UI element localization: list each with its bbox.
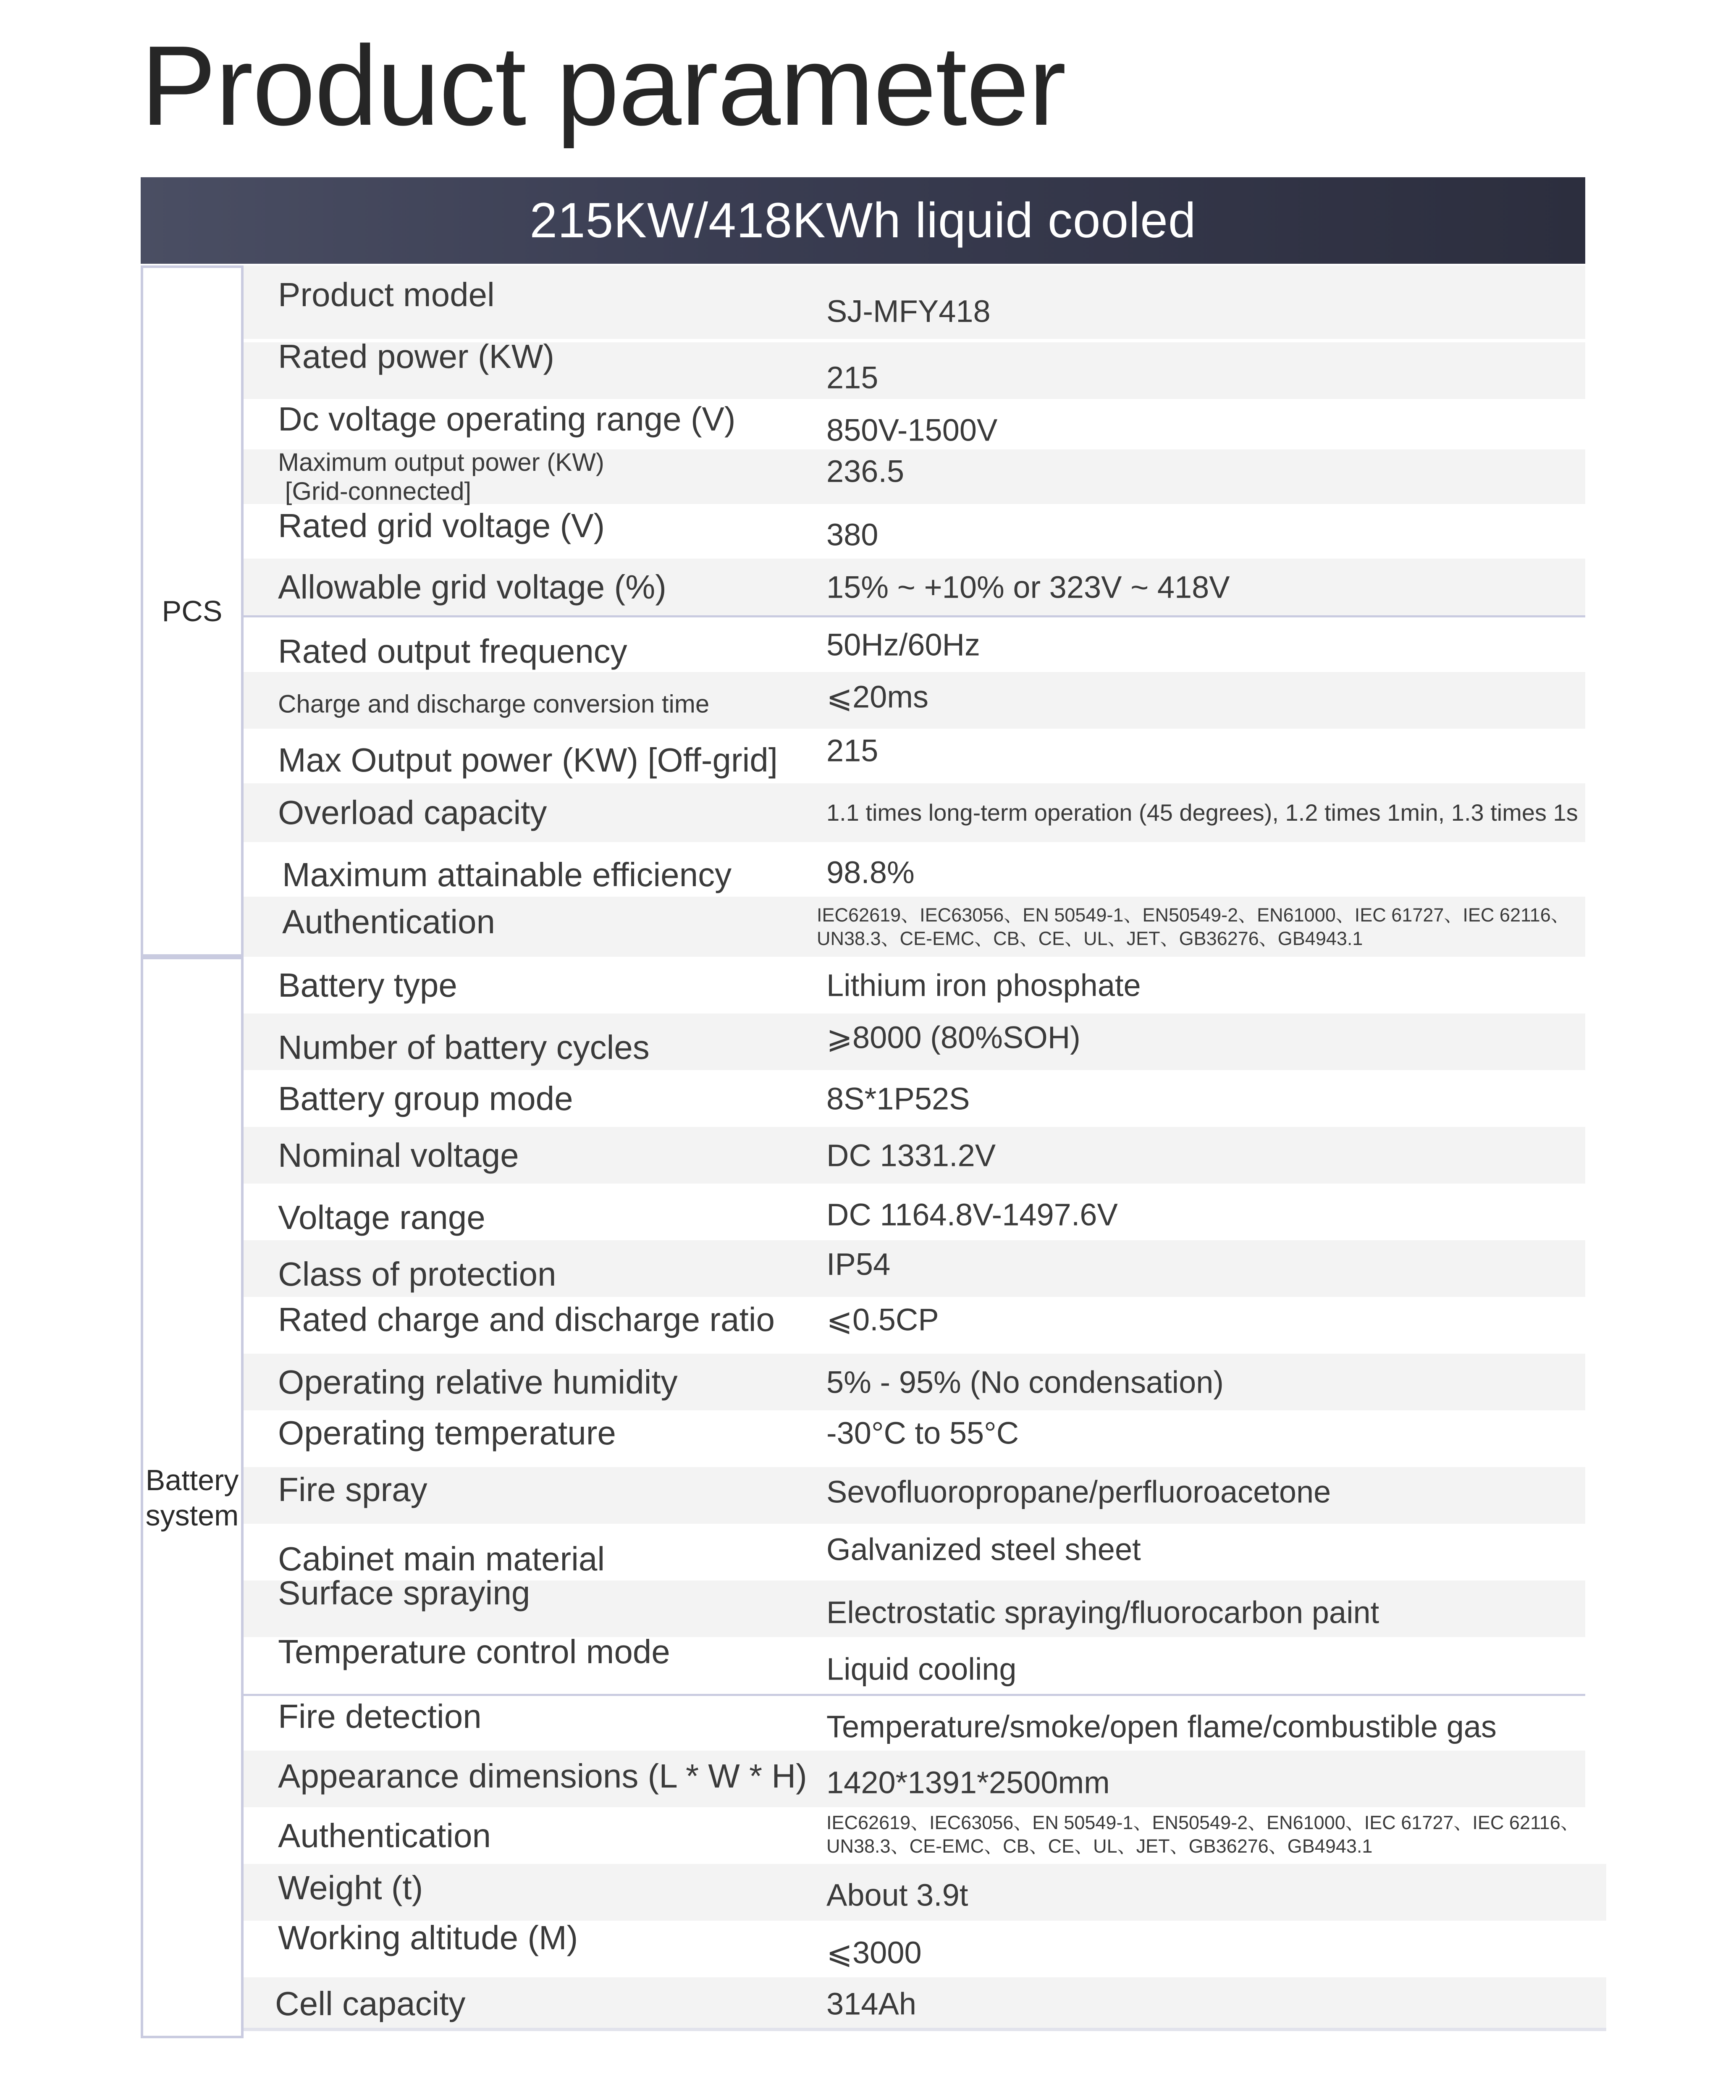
row-key: Weight (t) [278,1869,423,1906]
table-row [244,672,1585,729]
row-value: Lithium iron phosphate [826,967,1141,1003]
row-value: 1.1 times long-term operation (45 degrees), 1.2 times 1min, 1.3 times 1s [826,799,1578,826]
row-value: Galvanized steel sheet [826,1532,1141,1567]
row-key: Dc voltage operating range (V) [278,400,736,438]
row-value: ⩾8000 (80%SOH) [826,1020,1080,1055]
row-value: IEC62619、IEC63056、EN 50549-1、EN50549-2、EN61000、IEC 61727、IEC 62116、UN38.3、CE-EMC、CB、CE、UL、JET、GB36276、GB4943.1 [817,904,1570,949]
table-row [244,1574,1585,1637]
row-key: Rated output frequency [278,632,627,670]
table-row [244,399,1585,449]
row-value: 314Ah [826,1986,916,2021]
row-key: Rated grid voltage (V) [278,507,605,544]
row-value: 98.8% [826,854,915,890]
group-label-battery [141,957,244,2038]
table-row [244,957,1585,1013]
row-value: DC 1331.2V [826,1137,996,1173]
table-bottom-rule [244,2028,1606,2031]
row-value: 236.5 [826,454,905,489]
row-key: Cabinet main material [278,1540,605,1578]
row-value: Liquid cooling [826,1651,1017,1687]
row-key: Fire spray [278,1471,427,1508]
group-label-pcs [141,265,244,957]
table-row [244,504,1585,559]
row-key: Nominal voltage [278,1136,519,1174]
table-row [244,1354,1585,1410]
row-value: DC 1164.8V-1497.6V [826,1197,1118,1232]
table-row [244,615,1585,672]
table-row [244,1127,1585,1184]
row-key: Temperature control mode [278,1633,670,1671]
row-value: ⩽20ms [826,679,928,714]
row-value: 850V-1500V [826,412,998,448]
table-row [244,1070,1585,1127]
row-key: Authentication [278,1816,491,1854]
row-key: Operating temperature [278,1414,616,1452]
row-value: 380 [826,517,878,552]
table-row [244,449,1585,504]
row-value: 50Hz/60Hz [826,627,981,662]
table-row [244,1297,1585,1354]
table-row [244,1694,1585,1751]
table-header: 215KW/418KWh liquid cooled [141,177,1585,264]
row-value: About 3.9t [826,1877,968,1913]
row-value: IP54 [826,1247,891,1282]
row-key: Appearance dimensions (L * W * H) [278,1757,807,1795]
row-value: 8S*1P52S [826,1081,970,1116]
table-row [244,1013,1585,1070]
row-key: Authentication [282,903,496,941]
table-row [244,1410,1585,1467]
row-key: Operating relative humidity [278,1363,678,1401]
row-value: ⩽0.5CP [826,1302,939,1337]
row-key: Rated power (KW) [278,337,554,375]
row-value: Sevofluoropropane/perfluoroacetone [826,1474,1331,1509]
table-row [244,1184,1585,1240]
row-value: 1420*1391*2500mm [826,1765,1110,1800]
row-key: Max Output power (KW) [Off-grid] [278,741,778,779]
row-key: Cell capacity [275,1984,466,2022]
group-label-pcs-text: PCS [162,595,223,627]
row-key: Battery type [278,966,457,1004]
row-value: IEC62619、IEC63056、EN 50549-1、EN50549-2、EN61000、IEC 61727、IEC 62116、UN38.3、CE-EMC、CB、CE、UL、JET、GB36276、GB4943.1 [826,1811,1579,1857]
row-key: Charge and discharge conversion time [278,690,710,718]
table-row [244,1751,1585,1807]
table-row [244,729,1585,783]
table-row [244,842,1585,897]
row-value: 15% ~ +10% or 323V ~ 418V [826,569,1230,604]
table-row [244,1240,1585,1297]
row-key: Number of battery cycles [278,1029,650,1066]
row-key: Fire detection [278,1698,482,1735]
table-row [244,1807,1585,1864]
table-row [244,1467,1585,1524]
table-row [244,1977,1606,2030]
row-value: Electrostatic spraying/fluorocarbon paint [826,1595,1379,1630]
row-key: Battery group mode [278,1079,573,1117]
row-value: 5% - 95% (No condensation) [826,1364,1224,1399]
table-row [244,783,1585,842]
row-key: Product model [278,276,495,313]
row-value: SJ-MFY418 [826,293,991,328]
row-key: Overload capacity [278,794,547,831]
row-key: Working altitude (M) [278,1919,578,1956]
row-value: 215 [826,733,878,768]
table-row [244,1524,1585,1580]
row-value: -30°C to 55°C [826,1415,1019,1451]
table-row [244,1921,1585,1977]
table-row [244,559,1585,615]
page-title: Product parameter [141,23,1066,149]
row-key: Maximum attainable efficiency [282,856,732,893]
table-row [244,337,1585,399]
row-key: Surface spraying [278,1574,530,1612]
table-row [244,897,1585,957]
table-row [244,265,1585,339]
row-key: Voltage range [278,1199,485,1236]
row-key: Rated charge and discharge ratio [278,1301,775,1338]
row-value: Temperature/smoke/open flame/combustible gas [826,1709,1497,1744]
row-value: ⩽3000 [826,1935,922,1970]
table-row [244,1633,1585,1694]
row-key: Allowable grid voltage (%) [278,568,666,606]
row-key: Class of protection [278,1255,556,1293]
group-label-battery-text: Battery system [145,1463,239,1532]
row-key: Maximum output power (KW) [Grid-connected] [278,448,604,505]
row-value: 215 [826,360,878,395]
table-row [244,1864,1606,1921]
